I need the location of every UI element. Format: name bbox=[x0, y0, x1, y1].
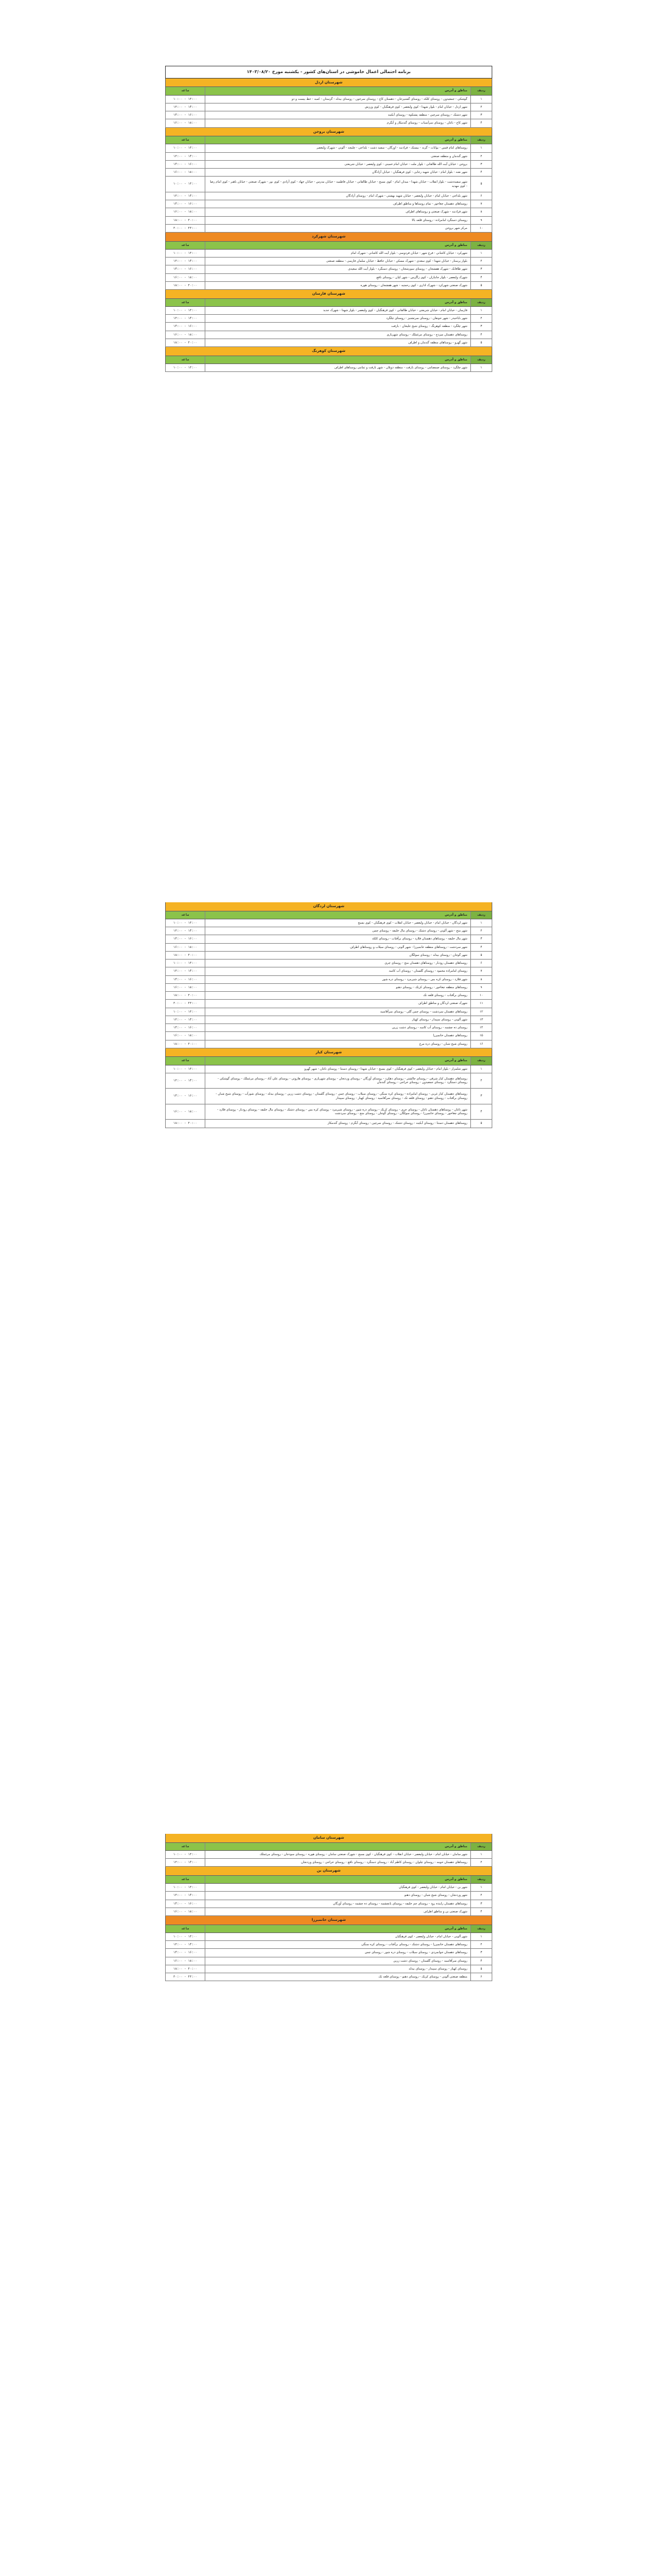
table-row bbox=[165, 919, 492, 927]
page-3 bbox=[165, 1834, 492, 1981]
row-description: روستای امامزاده محمود - روستای گلستان - روستای آب کاسه bbox=[389, 969, 467, 974]
table-row bbox=[165, 1859, 492, 1867]
row-number: ۷ bbox=[470, 967, 492, 975]
row-description: شهرکرد - خیابان کاشانی - فرخ شهر - خیابان فردوسی - بلوار آیت الله کاشانی - شهرک امام bbox=[351, 251, 467, 255]
row-number: ۱۴ bbox=[470, 1024, 492, 1031]
row-number: ۴ bbox=[470, 331, 492, 339]
row-description: روستاهای دهستان کیار غربی - روستای امامزاده - روستای کره سنگی - روستای سیلاب - روستای چمن - روستای گلستان - روستای دشت زرین - روستای بیدله - روستای شورآب - روستای شیخ شبان - روستای برآفتاب - روستای دهنو - روستای قلعه تک - روستای سرآقاسید - روستای کهیاز - روستای سپیدار bbox=[216, 1092, 467, 1100]
province-header: شهرستان بن bbox=[165, 1867, 492, 1876]
table-row bbox=[165, 1908, 492, 1916]
row-description: شهر گندمان و منطقه صنعتی bbox=[431, 154, 467, 158]
table-row bbox=[165, 169, 492, 177]
row-description: بروجن - خیابان آیت الله طالقانی - بلوار ملت - خیابان امام خمینی - کوی ولیعصر - خیابان شریعتی bbox=[344, 162, 467, 166]
table-row bbox=[165, 960, 492, 967]
row-time: ۱۶:۰۰ - ۱۸:۰۰ bbox=[166, 274, 205, 281]
row-description: شهر شلمزار - بلوار امام - خیابان ولیعصر - کوی فرهنگیان - کوی بسیج - خیابان شهدا - روستای دستنا - روستای ناغان - شهر گهرو bbox=[304, 1067, 467, 1071]
row-time: ۱۸:۰۰ - ۲۰:۰۰ bbox=[166, 1041, 205, 1048]
row-description: شهر گوجان - روستای بیدله - روستای سولگان bbox=[409, 953, 467, 957]
table-row bbox=[165, 200, 492, 208]
row-number: ۵ bbox=[470, 1965, 492, 1973]
row-number: ۲ bbox=[470, 1892, 492, 1899]
row-description: مرکز شهر بروجن bbox=[445, 226, 467, 230]
header-time: ساعت bbox=[166, 242, 205, 249]
row-number: ۱ bbox=[470, 1851, 492, 1858]
table-row bbox=[165, 1965, 492, 1973]
table-row bbox=[165, 1892, 492, 1900]
row-time: ۱۲:۰۰ - ۱۴:۰۰ bbox=[166, 315, 205, 322]
row-time: ۱۶:۰۰ - ۱۸:۰۰ bbox=[166, 984, 205, 991]
row-time: ۱۰:۰۰ - ۱۲:۰۰ bbox=[166, 1933, 205, 1940]
row-time: ۱۶:۰۰ - ۱۸:۰۰ bbox=[166, 1957, 205, 1965]
header-desc: مناطق و آدرس bbox=[445, 913, 467, 917]
row-number: ۹ bbox=[470, 984, 492, 991]
header-time: ساعت bbox=[166, 299, 205, 306]
table-header bbox=[165, 356, 492, 364]
table-row bbox=[165, 1089, 492, 1104]
header-num: ردیف bbox=[470, 136, 492, 144]
document-title: برنامه احتمالی اعمال خاموشی در استان‌های کشور - یکشنبه مورخ ۱۴۰۳/۰۸/۲۰ bbox=[165, 66, 492, 79]
row-description: شهر آلونی - روستای سپیدار - روستای کهیاز bbox=[412, 1017, 467, 1022]
row-time: ۱۸:۰۰ - ۲۰:۰۰ bbox=[166, 282, 205, 289]
row-number: ۳ bbox=[470, 265, 492, 273]
table-row bbox=[165, 992, 492, 1000]
row-description: روستاهای امام قیس - بوانات - گزنه - بیستک - فرادنبه - اورگان - سفید دشت - بلداجی - چلیچه - آلونی - شهرک ولیعصر bbox=[316, 146, 467, 150]
row-time: ۱۲:۰۰ - ۱۴:۰۰ bbox=[166, 192, 205, 200]
row-time: ۱۰:۰۰ - ۱۲:۰۰ bbox=[166, 250, 205, 257]
header-num: ردیف bbox=[470, 299, 492, 306]
row-time: ۱۰:۰۰ - ۱۲:۰۰ bbox=[166, 1851, 205, 1858]
row-description: شهر سفیددشت - بلوار انقلاب - خیابان شهدا - میدان امام - کوی بسیج - خیابان طالقانی - خیابان فاطمیه - خیابان مدرس - خیابان جهاد - کوی آزادی - کوی نور - شهرک صنعتی - خیابان باهنر - کوی امام رضا - کوی مهدیه bbox=[210, 180, 467, 188]
row-description: روستای ده چشمه - روستای آب کاسه - روستای دشت زرین bbox=[392, 1026, 467, 1030]
table-row bbox=[165, 1973, 492, 1981]
table-row bbox=[165, 265, 492, 273]
row-time: ۲۰:۰۰ - ۲۲:۰۰ bbox=[166, 225, 205, 232]
row-description: شهر منج - شهر آلونی - روستای دشتک - روستای مال خلیفه - روستای چمن bbox=[372, 929, 467, 933]
header-desc: مناطق و آدرس bbox=[445, 1926, 467, 1931]
province-header: شهرستان اردل bbox=[165, 79, 492, 88]
row-time: ۱۴:۰۰ - ۱۶:۰۰ bbox=[166, 935, 205, 942]
row-time: ۱۲:۰۰ - ۱۴:۰۰ bbox=[166, 967, 205, 975]
row-time: ۲۰:۰۰ - ۲۲:۰۰ bbox=[166, 1000, 205, 1007]
row-description: شهر بن - خیابان امام - خیابان ولیعصر - کوی فرهنگیان bbox=[398, 1886, 467, 1889]
header-desc: مناطق و آدرس bbox=[445, 1844, 467, 1848]
row-time: ۱۰:۰۰ - ۱۲:۰۰ bbox=[166, 1065, 205, 1073]
row-number: ۱۵ bbox=[470, 1032, 492, 1039]
row-number: ۶ bbox=[470, 1973, 492, 1981]
table-row bbox=[165, 976, 492, 984]
province-header: شهرستان کیار bbox=[165, 1048, 492, 1058]
row-description: روستاهای دهستان دستنا - روستای آبکینه - روستای دشتک - روستای سرچین - روستای آبگرم - روستای گندمکار bbox=[327, 1121, 467, 1126]
row-description: شهر باباحیدر - شهر جونقان - روستای سرتشنیز - روستای چلگرد bbox=[386, 317, 467, 320]
table-row bbox=[165, 944, 492, 952]
row-description: روستاهای دهستان خانمیرزا - روستای دشتک - روستای برآفتاب - روستای کره سنگی bbox=[361, 1943, 467, 1946]
province-header: شهرستان بروجن bbox=[165, 128, 492, 137]
header-time: ساعت bbox=[166, 87, 205, 94]
row-description: روستاهای دهستان کیار شرقی - روستای چالشتر - روستای دهکرد - روستای آورگان - روستای وردنجان - روستای شهریاری - روستای هارونی - روستای علی آباد - روستای مرغملک - روستای گوشکی - روستای دستگرد - روستای جمعیدون - روستای خراجی - روستای گندمان bbox=[218, 1076, 467, 1084]
table-row bbox=[165, 1073, 492, 1089]
header-desc: مناطق و آدرس bbox=[445, 243, 467, 247]
row-time: ۱۸:۰۰ - ۲۰:۰۰ bbox=[166, 992, 205, 999]
row-number: ۳ bbox=[470, 323, 492, 330]
table-header bbox=[165, 136, 492, 144]
row-number: ۱ bbox=[470, 1065, 492, 1073]
row-number: ۲ bbox=[470, 1859, 492, 1866]
header-num: ردیف bbox=[470, 1925, 492, 1932]
row-time: ۱۲:۰۰ - ۱۴:۰۰ bbox=[166, 258, 205, 265]
row-number: ۴ bbox=[470, 1908, 492, 1915]
row-description: روستاهای دهستان رودبار - روستاهای دهستان منج - روستای چری bbox=[384, 961, 467, 965]
table-row bbox=[165, 1000, 492, 1008]
table-row bbox=[165, 952, 492, 960]
table-row bbox=[165, 1016, 492, 1024]
table-row bbox=[165, 307, 492, 315]
row-number: ۱ bbox=[470, 307, 492, 314]
row-number: ۴ bbox=[470, 119, 492, 127]
table-header bbox=[165, 242, 492, 250]
row-time: ۱۰:۰۰ - ۱۲:۰۰ bbox=[166, 307, 205, 314]
row-time: ۱۰:۰۰ - ۱۲:۰۰ bbox=[166, 144, 205, 152]
row-number: ۲ bbox=[470, 104, 492, 111]
row-description: شهر فرادبنه - شهرک صنعتی و روستاهای اطراف bbox=[405, 210, 467, 214]
row-time: ۱۶:۰۰ - ۱۸:۰۰ bbox=[166, 119, 205, 127]
row-time: ۱۶:۰۰ - ۱۸:۰۰ bbox=[166, 944, 205, 951]
province-header: شهرستان فارسان bbox=[165, 290, 492, 299]
row-time: ۱۴:۰۰ - ۱۶:۰۰ bbox=[166, 976, 205, 983]
header-time: ساعت bbox=[166, 1876, 205, 1883]
row-description: شهرک صنعتی لردگان و مناطق اطراف bbox=[418, 1002, 467, 1006]
row-number: ۲ bbox=[470, 1941, 492, 1948]
province-header: شهرستان شهرکرد bbox=[165, 233, 492, 242]
table-row bbox=[165, 1104, 492, 1120]
row-description: شهر سردشت - روستاهای منطقه خانمیرزا - شهر آلونی - روستای سیلاب و روستاهای اطراف bbox=[350, 945, 467, 949]
row-description: روستاهای دهستان سردشت - روستای چمن گلی - روستای سرآقاسید bbox=[380, 1009, 467, 1014]
row-description: شهر ناغان - روستاهای دهستان ناغان - روستای چری - روستای کرتک - روستای دره شور - روستای شیرمرد - روستای کره بس - روستای دشتک - روستای مال خلیفه - روستای رودبار - روستای فلارد - روستای چغاخور - روستای خانمیرزا - روستای سولگان - روستای گوجان - روستای منج - روستای سردشت bbox=[217, 1107, 467, 1115]
row-time: ۱۰:۰۰ - ۱۲:۰۰ bbox=[166, 96, 205, 103]
table-header bbox=[165, 87, 492, 95]
table-row bbox=[165, 1120, 492, 1128]
row-time: ۱۴:۰۰ - ۱۶:۰۰ bbox=[166, 1949, 205, 1956]
table-row bbox=[165, 111, 492, 119]
row-number: ۳ bbox=[470, 111, 492, 119]
row-time: ۱۶:۰۰ - ۱۸:۰۰ bbox=[166, 1032, 205, 1039]
row-time: ۱۲:۰۰ - ۱۴:۰۰ bbox=[166, 104, 205, 111]
table-row bbox=[165, 1949, 492, 1957]
header-num: ردیف bbox=[470, 1876, 492, 1883]
table-row bbox=[165, 1024, 492, 1032]
row-description: شهرک ولیعصر - بلوار جانبازان - کوی زاگرس - شهر کیان - روستای نافچ bbox=[376, 275, 467, 279]
row-time: ۱۴:۰۰ - ۱۶:۰۰ bbox=[166, 1900, 205, 1907]
row-time: ۱۰:۰۰ - ۱۲:۰۰ bbox=[166, 1008, 205, 1016]
row-time: ۱۸:۰۰ - ۲۰:۰۰ bbox=[166, 1120, 205, 1127]
table-row bbox=[165, 935, 492, 943]
row-number: ۴ bbox=[470, 1957, 492, 1965]
header-desc: مناطق و آدرس bbox=[445, 1059, 467, 1063]
table-row bbox=[165, 250, 492, 258]
row-description: شهر وردنجان - روستای شیخ شبان - روستای دهنو bbox=[404, 1893, 467, 1898]
sections-container bbox=[165, 1834, 492, 1981]
row-number: ۱ bbox=[470, 144, 492, 152]
table-row bbox=[165, 323, 492, 331]
table-row bbox=[165, 1941, 492, 1949]
table-row bbox=[165, 1900, 492, 1908]
table-row bbox=[165, 1041, 492, 1048]
table-row bbox=[165, 144, 492, 152]
table-header bbox=[165, 911, 492, 919]
table-row bbox=[165, 315, 492, 323]
table-row bbox=[165, 192, 492, 200]
header-desc: مناطق و آدرس bbox=[445, 1877, 467, 1881]
row-description: شهر طاقانک - شهرک هفشجان - روستای سورشجان - روستای دستگرد - بلوار آیت الله سعیدی bbox=[348, 267, 467, 272]
row-number: ۱ bbox=[470, 364, 492, 371]
row-number: ۱ bbox=[470, 1933, 492, 1940]
table-row bbox=[165, 104, 492, 111]
row-number: ۱ bbox=[470, 919, 492, 927]
province-header: شهرستان لردگان bbox=[165, 902, 492, 911]
header-time: ساعت bbox=[166, 1843, 205, 1850]
table-row bbox=[165, 1884, 492, 1892]
table-header bbox=[165, 1057, 492, 1065]
table-header bbox=[165, 299, 492, 307]
table-row bbox=[165, 339, 492, 347]
row-description: روستاهای دهستان زاینده رود - روستای چم خلیفه - روستای یانچشمه - روستای ده چشمه - روستای آورگان bbox=[333, 1901, 467, 1906]
row-number: ۶ bbox=[470, 960, 492, 967]
header-time: ساعت bbox=[166, 1057, 205, 1064]
row-number: ۸ bbox=[470, 976, 492, 983]
row-description: شهر اردل - خیابان امام - بلوار شهدا - کوی ولیعصر - کوی فرهنگیان - کوی ورزش bbox=[364, 105, 467, 109]
header-num: ردیف bbox=[470, 87, 492, 94]
table-row bbox=[165, 1957, 492, 1965]
table-row bbox=[165, 331, 492, 339]
row-time: ۱۴:۰۰ - ۱۶:۰۰ bbox=[166, 265, 205, 273]
row-number: ۱ bbox=[470, 250, 492, 257]
header-desc: مناطق و آدرس bbox=[445, 138, 467, 142]
row-time: ۱۸:۰۰ - ۲۰:۰۰ bbox=[166, 1965, 205, 1973]
row-description: شهر کاج - ناغان - روستای سرآسیاب - روستای گندمکار و آبگرم bbox=[387, 121, 467, 125]
header-num: ردیف bbox=[470, 1057, 492, 1064]
province-header: شهرستان کوهرنگ bbox=[165, 347, 492, 356]
row-description: شهر چلگرد - روستای صمصامی - روستای بازفت - منطقه دوپلان - شهر بازفت و تمامی روستاهای اطراف bbox=[334, 365, 467, 370]
row-time: ۱۲:۰۰ - ۱۴:۰۰ bbox=[166, 153, 205, 160]
row-number: ۳ bbox=[470, 161, 492, 168]
row-time: ۱۸:۰۰ - ۲۰:۰۰ bbox=[166, 952, 205, 959]
row-description: فارسان - خیابان امام - خیابان شریعتی - خیابان طالقانی - کوی فرهنگیان - کوی ولیعصر - بلوار شهدا - شهرک جدید bbox=[323, 308, 467, 312]
table-row bbox=[165, 177, 492, 192]
header-desc: مناطق و آدرس bbox=[445, 357, 467, 362]
row-description: شهر سامان - خیابان امام - خیابان ولیعصر - خیابان انقلاب - کوی فرهنگیان - کوی بسیج - شهرک صنعتی سامان - روستای هوره - روستای سودجان - روستای مرغملک bbox=[260, 1852, 467, 1856]
row-number: ۱ bbox=[470, 1884, 492, 1891]
row-number: ۲ bbox=[470, 153, 492, 160]
row-description: روستاهای دهستان چغاخور - تمام روستاها و مناطق اطراف bbox=[393, 202, 467, 206]
row-description: شهر نقنه - بلوار امام - خیابان شهید رجایی - کوی فرهنگیان - خیابان آزادگان bbox=[372, 170, 467, 174]
row-number: ۴ bbox=[470, 169, 492, 176]
row-time: ۱۰:۰۰ - ۱۲:۰۰ bbox=[166, 960, 205, 967]
row-time: ۱۲:۰۰ - ۱۴:۰۰ bbox=[166, 1892, 205, 1899]
row-number: ۱۰ bbox=[470, 225, 492, 232]
row-description: روستای دستگرد امامزاده - روستای قلعه بالا bbox=[411, 218, 467, 222]
row-number: ۱۰ bbox=[470, 992, 492, 999]
header-num: ردیف bbox=[470, 356, 492, 363]
row-time: ۱۴:۰۰ - ۱۶:۰۰ bbox=[166, 1024, 205, 1031]
table-row bbox=[165, 274, 492, 282]
row-number: ۵ bbox=[470, 339, 492, 346]
row-number: ۲ bbox=[470, 315, 492, 322]
row-time: ۱۴:۰۰ - ۱۶:۰۰ bbox=[166, 111, 205, 119]
row-description: شهر فلارد - روستای کره بس - روستای شیرمرد - روستای دره شور bbox=[382, 977, 467, 981]
row-time: ۱۶:۰۰ - ۱۸:۰۰ bbox=[166, 1908, 205, 1915]
row-description: شهر چلگرد - منطقه کوهرنگ - روستای شیخ علیخان - بازفت bbox=[391, 325, 467, 329]
sections-container bbox=[165, 79, 492, 372]
row-description: روستاهای منطقه چغاخور - روستای کرتک - روستای دهنو bbox=[396, 985, 467, 989]
table-header bbox=[165, 1843, 492, 1851]
province-header: شهرستان سامان bbox=[165, 1834, 492, 1843]
row-number: ۴ bbox=[470, 1104, 492, 1120]
row-number: ۴ bbox=[470, 274, 492, 281]
row-description: شهرک صنعتی بن و مناطق اطراف bbox=[423, 1909, 467, 1914]
row-description: شهر بلداجی - خیابان امام - خیابان ولیعصر - خیابان شهید بهشتی - شهرک امام - روستای آزادگان bbox=[345, 194, 467, 198]
header-time: ساعت bbox=[166, 911, 205, 919]
row-number: ۱۲ bbox=[470, 1008, 492, 1016]
row-time: ۱۰:۰۰ - ۱۲:۰۰ bbox=[166, 177, 205, 192]
row-description: گوشکی - جمعیدون - روستای کلکه - روستای گشنیزجان - دهستان کاج - روستای سرخون - روستای بیدله - گزستان - کمبه - خط بیست و دو bbox=[291, 97, 467, 101]
row-time: ۱۲:۰۰ - ۱۴:۰۰ bbox=[166, 1941, 205, 1948]
table-row bbox=[165, 967, 492, 975]
header-desc: مناطق و آدرس bbox=[445, 300, 467, 304]
row-description: روستاهای دهستان خانمیرزا bbox=[433, 1034, 467, 1038]
row-description: شهر دشتک - روستای سرچین - منطقه پشتکوه - روستای آبکینه bbox=[387, 113, 467, 117]
row-description: شهرک صنعتی شهرکرد - شهرک اداری - کوی رحمتیه - شهر هفشجان - روستای هوره bbox=[360, 283, 467, 287]
row-time: ۱۲:۰۰ - ۱۴:۰۰ bbox=[166, 1016, 205, 1023]
header-num: ردیف bbox=[470, 242, 492, 249]
row-time: ۱۴:۰۰ - ۱۶:۰۰ bbox=[166, 200, 205, 208]
row-number: ۳ bbox=[470, 1089, 492, 1104]
row-time: ۱۴:۰۰ - ۱۶:۰۰ bbox=[166, 323, 205, 330]
table-header bbox=[165, 1925, 492, 1933]
row-number: ۷ bbox=[470, 200, 492, 208]
table-row bbox=[165, 96, 492, 104]
row-description: شهر لردگان - خیابان امام - خیابان ولیعصر - خیابان انقلاب - کوی فرهنگیان - کوی بسیج bbox=[358, 921, 467, 925]
table-row bbox=[165, 217, 492, 225]
row-number: ۲ bbox=[470, 927, 492, 935]
row-number: ۹ bbox=[470, 217, 492, 224]
row-description: روستاهای دهستان جوانمردی - روستای سیلاب - روستای دره شور - روستای چمن bbox=[364, 1951, 467, 1955]
row-time: ۲۰:۰۰ - ۲۲:۰۰ bbox=[166, 1973, 205, 1981]
header-time: ساعت bbox=[166, 1925, 205, 1932]
row-time: ۱۴:۰۰ - ۱۶:۰۰ bbox=[166, 161, 205, 168]
table-row bbox=[165, 1933, 492, 1941]
row-number: ۳ bbox=[470, 935, 492, 942]
table-row bbox=[165, 1065, 492, 1073]
header-num: ردیف bbox=[470, 1843, 492, 1850]
table-row bbox=[165, 1008, 492, 1016]
table-row bbox=[165, 1032, 492, 1040]
row-time: ۱۶:۰۰ - ۱۸:۰۰ bbox=[166, 1104, 205, 1120]
row-number: ۲ bbox=[470, 258, 492, 265]
row-number: ۵ bbox=[470, 282, 492, 289]
table-row bbox=[165, 258, 492, 265]
row-time: ۱۸:۰۰ - ۲۰:۰۰ bbox=[166, 339, 205, 346]
row-time: ۱۶:۰۰ - ۱۸:۰۰ bbox=[166, 331, 205, 339]
province-header: شهرستان خانمیرزا bbox=[165, 1916, 492, 1925]
table-row bbox=[165, 282, 492, 290]
row-number: ۳ bbox=[470, 1949, 492, 1956]
table-row bbox=[165, 364, 492, 372]
table-row bbox=[165, 161, 492, 169]
row-number: ۱۳ bbox=[470, 1016, 492, 1023]
row-time: ۱۸:۰۰ - ۲۰:۰۰ bbox=[166, 217, 205, 224]
row-description: شهر آلونی - خیابان امام - خیابان ولیعصر - کوی فرهنگیان bbox=[395, 1934, 467, 1939]
row-number: ۶ bbox=[470, 192, 492, 200]
row-number: ۱۱ bbox=[470, 1000, 492, 1007]
header-time: ساعت bbox=[166, 356, 205, 363]
row-number: ۵ bbox=[470, 1120, 492, 1127]
row-number: ۲ bbox=[470, 1073, 492, 1089]
row-description: روستاهای دهستان میزدج - روستای مرغملک - روستای شهریاری bbox=[386, 332, 467, 337]
table-row bbox=[165, 208, 492, 216]
page-1 bbox=[165, 66, 492, 372]
row-description: روستای شیخ شبان - روستای دره مرغ bbox=[419, 1042, 467, 1046]
table-row bbox=[165, 225, 492, 233]
row-time: ۱۲:۰۰ - ۱۴:۰۰ bbox=[166, 1859, 205, 1866]
header-time: ساعت bbox=[166, 136, 205, 144]
row-number: ۵ bbox=[470, 177, 492, 192]
header-desc: مناطق و آدرس bbox=[445, 89, 467, 93]
row-description: روستای کهیاز - روستای سپیدار - روستای بیدله bbox=[408, 1967, 467, 1971]
row-time: ۱۰:۰۰ - ۱۲:۰۰ bbox=[166, 364, 205, 371]
page-2 bbox=[165, 902, 492, 1128]
row-number: ۱ bbox=[470, 96, 492, 103]
table-row bbox=[165, 153, 492, 161]
row-number: ۴ bbox=[470, 944, 492, 951]
row-description: بلوار پرستار - خیابان شهدا - کوی سعدی - شهرک مسکن - خیابان حافظ - خیابان سلمان فارسی - منطقه صنعتی bbox=[326, 259, 467, 263]
row-number: ۸ bbox=[470, 208, 492, 216]
table-row bbox=[165, 1851, 492, 1859]
table-row bbox=[165, 927, 492, 935]
row-number: ۳ bbox=[470, 1900, 492, 1907]
row-number: ۵ bbox=[470, 952, 492, 959]
row-description: روستای سرآقاسید - روستای گلستان - روستای دشت زرین bbox=[393, 1959, 467, 1963]
row-time: ۱۶:۰۰ - ۱۸:۰۰ bbox=[166, 208, 205, 216]
row-time: ۱۲:۰۰ - ۱۴:۰۰ bbox=[166, 927, 205, 935]
row-time: ۱۲:۰۰ - ۱۴:۰۰ bbox=[166, 1073, 205, 1089]
row-time: ۱۶:۰۰ - ۱۸:۰۰ bbox=[166, 169, 205, 176]
row-description: شهر گهرو - روستاهای منطقه گندمان و اطراف bbox=[408, 340, 467, 345]
row-description: شهر مال خلیفه - روستاهای دهستان فلارد - روستای برآفتاب - روستای کلکه bbox=[372, 937, 467, 941]
row-time: ۱۰:۰۰ - ۱۲:۰۰ bbox=[166, 1884, 205, 1891]
row-number: ۱۶ bbox=[470, 1041, 492, 1048]
row-description: روستای برآفتاب - روستای قلعه تک bbox=[423, 994, 467, 997]
row-time: ۱۴:۰۰ - ۱۶:۰۰ bbox=[166, 1089, 205, 1104]
table-header bbox=[165, 1876, 492, 1884]
row-time: ۱۰:۰۰ - ۱۲:۰۰ bbox=[166, 919, 205, 927]
sections-container bbox=[165, 902, 492, 1128]
table-row bbox=[165, 119, 492, 127]
header-num: ردیف bbox=[470, 911, 492, 919]
table-row bbox=[165, 984, 492, 992]
row-description: منطقه صنعتی آلونی - روستای کرتک - روستای دهنو - روستای قلعه تک bbox=[378, 1975, 467, 1979]
row-description: روستاهای دهستان حومه - روستای چلوان - روستای کاظم آباد - روستای دستگرد - روستای نافچ - روستای خراجی - روستای وردنجان bbox=[301, 1861, 467, 1864]
